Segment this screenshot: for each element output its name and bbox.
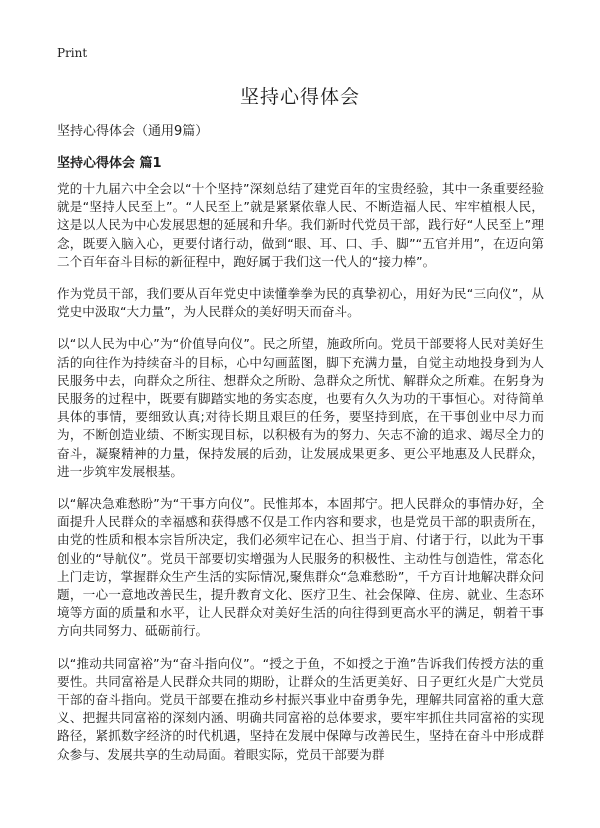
paragraph-3: 以“以人民为中心”为“价值导向仪”。民之所望，施政所向。党员干部要将人民对美好生活的向往作为持续奋斗的目标，心中勾画蓝图，脚下充满力量，自觉主动地投身到为人民服务中去，向群众之所往、想群众之所盼、急群众之所忧、解群众之所难。在躬身为民服务的过程中，既要有脚踏实地的务实态度，也要有久久为功的干事恒心。对待简单具体的事情，要细致认真;对待长期且艰巨的任务，要坚持到底，在干事创业中尽力而为，不断创造业绩、不断实现目标，以积极有为的努力、矢志不渝的追求、竭尽全力的奋斗，凝聚精神的力量，保持发展的后劲，让发展成果更多、更公平地惠及人民群众，进一步筑牢发展根基。 <box>57 336 544 479</box>
paragraph-2: 作为党员干部，我们要从百年党史中读懂拳拳为民的真挚初心，用好为民“三向仪”，从党史中汲取“大力量”，为人民群众的美好明天而奋斗。 <box>57 286 544 320</box>
article-body <box>57 180 544 778</box>
paragraph-1: 党的十九届六中全会以“十个坚持”深刻总结了建党百年的宝贵经验，其中一条重要经验就是“坚持人民至上”。“人民至上”就是紧紧依靠人民、不断造福人民、牢牢植根人民，这是以人民为中心发展思想的延展和升华。我们新时代党员干部，践行好“人民至上”理念，既要入脑入心，更要付诸行动，做到“眼、耳、口、手、脚”“五官并用”，在迈向第二个百年奋斗目标的新征程中，跑好属于我们这一代人的“接力棒”。 <box>57 181 544 269</box>
page-title: 坚持心得体会 <box>239 86 360 108</box>
paragraph-4: 以“解决急难愁盼”为“干事方向仪”。民惟邦本，本固邦宁。把人民群众的事情办好，全面提升人民群众的幸福感和获得感不仅是工作内容和要求，也是党员干部的职责所在，由党的性质和根本宗旨所决定，我们必须牢记在心、担当于肩、付诸于行，以此为干事创业的“导航仪”。党员干部要切实增强为人民服务的积极性、主动性与创造性，常态化上门走访，掌握群众生产生活的实际情况,聚焦群众“急难愁盼”，千方百计地解决群众问题，一心一意地改善民生，提升教育文化、医疗卫生、社会保障、住房、就业、生态环境等方面的质量和水平，让人民群众对美好生活的向往得到更高水平的满足，朝着干事方向共同努力、砥砺前行。 <box>57 496 544 639</box>
paragraph-5: 以“推动共同富裕”为“奋斗指向仪”。“授之于鱼，不如授之于渔”告诉我们传授方法的重要性。共同富裕是人民群众共同的期盼，让群众的生活更美好、日子更红火是广大党员干部的奋斗指向。党员干部要在推动乡村振兴事业中奋勇争先，理解共同富裕的重大意义、把握共同富裕的深刻内涵、明确共同富裕的总体要求，要牢牢抓住共同富裕的实现路径，紧抓数字经济的时代机遇，坚持在发展中保障与改善民生，坚持在奋斗中形成群众参与、发展共享的生动局面。着眼实际，党员干部要为群 <box>57 655 544 762</box>
section-heading: 坚持心得体会 篇1 <box>57 156 162 171</box>
print-link[interactable]: Print <box>57 46 88 60</box>
document-subtitle: 坚持心得体会（通用9篇） <box>57 124 209 139</box>
